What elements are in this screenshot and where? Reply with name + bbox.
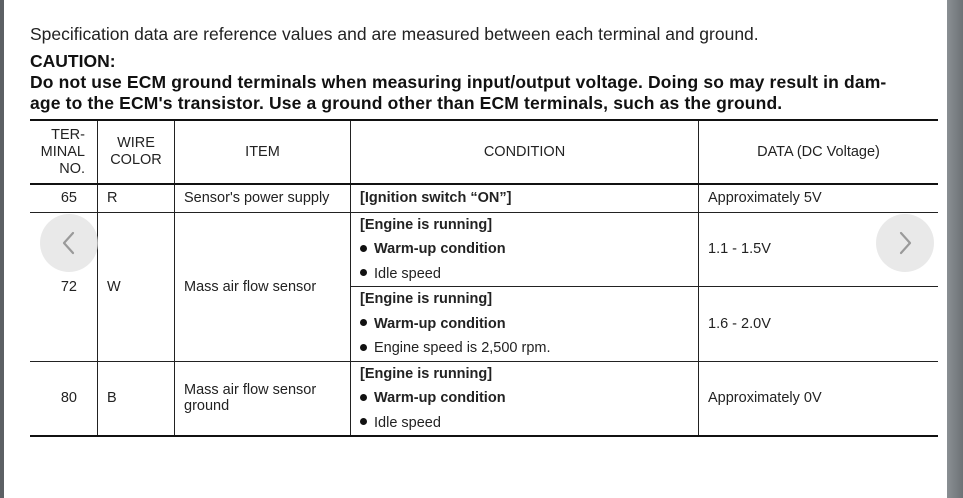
intro-text: Specification data are reference values and are measured between each terminal and ground. (30, 24, 759, 44)
data-cell: Approximately 0V (699, 361, 939, 436)
viewer-scrollbar-track[interactable] (947, 0, 963, 498)
wire-color-cell: R (98, 184, 175, 212)
caution-line: age to the ECM's transistor. Use a ground other than ECM terminals, such as the ground. (30, 93, 783, 113)
condition-line: [Engine is running] (360, 365, 493, 382)
item-cell: Mass air flow sensor ground (175, 361, 351, 436)
header-item: ITEM (175, 120, 351, 184)
spec-table (30, 119, 938, 437)
header-data: DATA (DC Voltage) (699, 120, 939, 184)
bullet-icon (360, 394, 367, 401)
table-row (30, 184, 938, 212)
condition-line: Engine speed is 2,500 rpm. (360, 336, 689, 361)
bullet-icon (360, 319, 367, 326)
chevron-left-icon (59, 230, 79, 256)
bullet-icon (360, 418, 367, 425)
document-page (4, 0, 947, 498)
condition-line: [Engine is running] (360, 216, 493, 233)
terminal-cell: 80 (30, 361, 98, 436)
caution-line: Do not use ECM ground terminals when measuring input/output voltage. Doing so may result in dam- (30, 72, 887, 92)
table-header-row (30, 120, 938, 184)
condition-cell (351, 212, 699, 287)
condition-line: Idle speed (360, 262, 689, 287)
condition-line: Idle speed (360, 411, 689, 436)
wire-color-cell: B (98, 361, 175, 436)
item-cell: Sensor's power supply (175, 184, 351, 212)
data-cell: 1.1 - 1.5V (699, 212, 939, 287)
condition-line: Warm-up condition (360, 312, 689, 337)
bullet-icon (360, 344, 367, 351)
chevron-right-icon (895, 230, 915, 256)
previous-page-button[interactable] (40, 214, 98, 272)
bullet-icon (360, 245, 367, 252)
wire-color-cell: W (98, 212, 175, 361)
condition-cell (351, 184, 699, 212)
item-cell: Mass air flow sensor (175, 212, 351, 361)
condition-line: Warm-up condition (360, 386, 689, 411)
condition-line: [Engine is running] (360, 291, 493, 307)
caution-title: CAUTION: (30, 51, 116, 71)
table-row (30, 212, 938, 287)
data-cell: 1.6 - 2.0V (699, 287, 939, 362)
header-terminal-no: TER- MINAL NO. (30, 120, 98, 184)
condition-cell (351, 361, 699, 436)
next-page-button[interactable] (876, 214, 934, 272)
condition-line: [Ignition switch “ON”] (360, 190, 512, 207)
data-cell: Approximately 5V (699, 184, 939, 212)
header-wire-color: WIRE COLOR (98, 120, 175, 184)
condition-line: Warm-up condition (360, 237, 689, 262)
terminal-cell: 65 (30, 184, 98, 212)
condition-cell (351, 287, 699, 362)
caution-text (30, 72, 942, 114)
header-condition: CONDITION (351, 120, 699, 184)
table-row (30, 361, 938, 436)
terminal-cell: 72 (30, 212, 98, 361)
bullet-icon (360, 269, 367, 276)
